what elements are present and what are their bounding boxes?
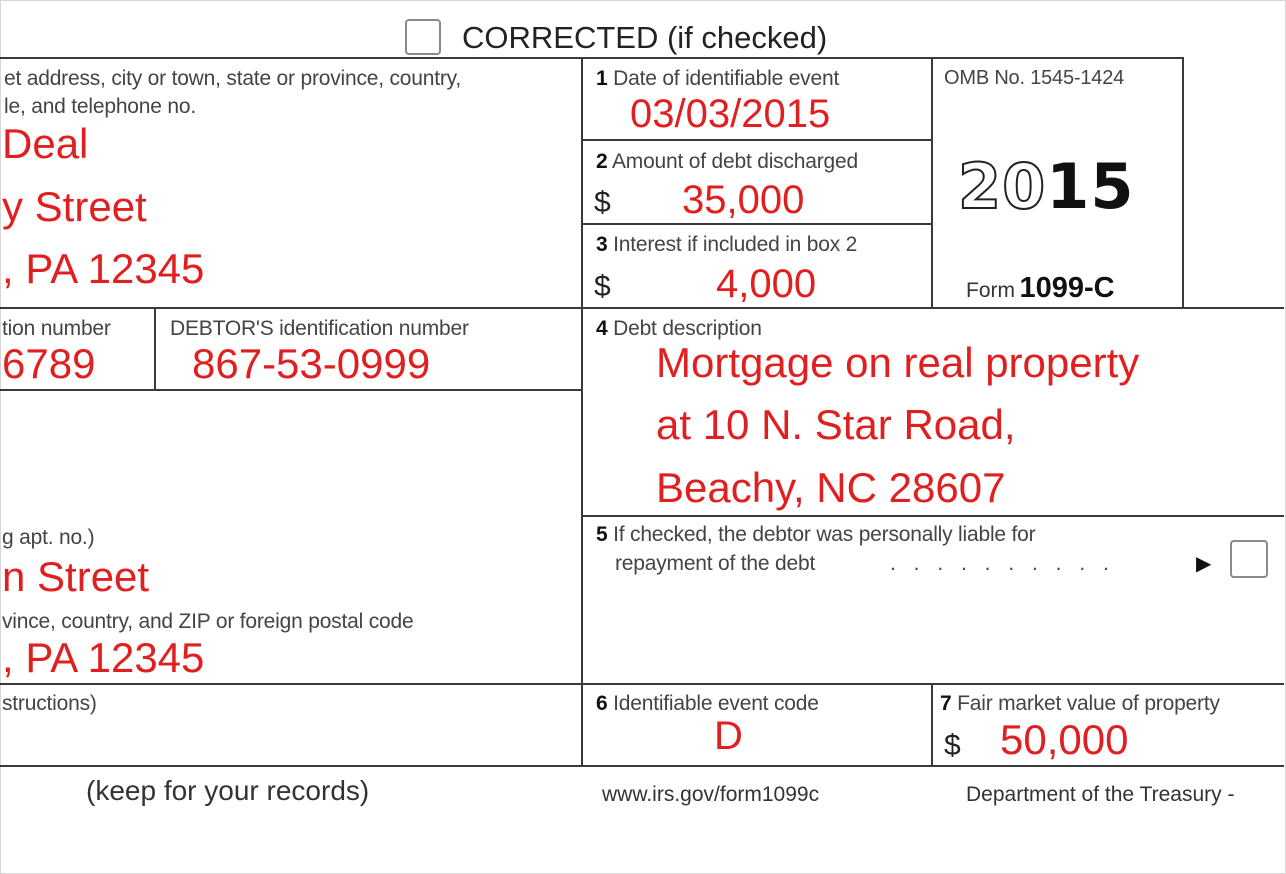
form-number: 1099-C — [1019, 272, 1115, 304]
box7-label — [940, 692, 1220, 716]
rule-col-omb — [931, 57, 933, 308]
creditor-id-label: tion number — [2, 317, 111, 340]
debtor-apt-label: g apt. no.) — [2, 526, 95, 549]
omb-number: OMB No. 1545-1424 — [944, 67, 1125, 89]
box7-number: 7 — [940, 692, 952, 715]
box4-line2: at 10 N. Star Road, — [656, 401, 1016, 448]
creditor-name: Deal — [2, 120, 89, 167]
rule-box2-bottom — [581, 223, 933, 225]
box6-value: D — [714, 714, 743, 758]
corrected-label: CORRECTED (if checked) — [462, 20, 828, 55]
box2-text: Amount of debt discharged — [611, 150, 858, 173]
arrow-right-icon: ▶ — [1196, 553, 1212, 575]
rule-row-bottom — [0, 683, 1284, 685]
box4-label — [596, 317, 762, 341]
rule-col-main — [581, 57, 583, 767]
debtor-city-label: vince, country, and ZIP or foreign postal code — [2, 610, 414, 633]
box2-number: 2 — [596, 150, 608, 173]
creditor-address-label-2: le, and telephone no. — [4, 95, 196, 118]
irs-url: www.irs.gov/form1099c — [602, 783, 820, 806]
box6-number: 6 — [596, 692, 608, 715]
box3-number: 3 — [596, 233, 608, 256]
box5-leader-dots: . . . . . . . . . . — [890, 552, 1115, 575]
box5-label-1 — [596, 523, 1035, 547]
rule-row2-top — [0, 307, 1284, 309]
rule-box4-bottom — [581, 515, 1284, 517]
keep-records-note: (keep for your records) — [86, 775, 370, 806]
box7-value: 50,000 — [1000, 716, 1129, 763]
box2-label — [596, 150, 858, 174]
box2-currency: $ — [594, 186, 611, 219]
box5-label-2: repayment of the debt — [615, 552, 816, 575]
box7-currency: $ — [944, 729, 961, 762]
rule-top — [0, 57, 1184, 59]
box1-text: Date of identifiable event — [613, 67, 840, 90]
tax-year-outline: 20 — [958, 150, 1047, 223]
box5-liable-checkbox[interactable] — [1230, 540, 1268, 578]
form-label: Form — [966, 279, 1015, 302]
rule-ids-bottom — [0, 389, 583, 391]
box7-text: Fair market value of property — [957, 692, 1220, 715]
box2-value: 35,000 — [682, 178, 805, 222]
box4-line3: Beachy, NC 28607 — [656, 464, 1006, 511]
box3-label — [596, 233, 857, 257]
tax-year-solid: 15 — [1046, 150, 1135, 223]
debtor-street: n Street — [2, 553, 150, 600]
creditor-street: y Street — [2, 183, 147, 230]
debtor-id-label: DEBTOR'S identification number — [170, 317, 469, 340]
box1-value: 03/03/2015 — [630, 92, 831, 136]
box3-value: 4,000 — [716, 262, 817, 306]
box1-label — [596, 67, 839, 91]
box6-label — [596, 692, 819, 716]
box4-number: 4 — [596, 317, 608, 340]
box4-text: Debt description — [613, 317, 762, 340]
creditor-city: , PA 12345 — [2, 245, 205, 292]
box5-text: If checked, the debtor was personally liable for — [613, 523, 1036, 546]
box3-currency: $ — [594, 270, 611, 303]
department-label: Department of the Treasury - — [966, 783, 1235, 806]
instructions-label: structions) — [2, 692, 97, 715]
box4-line1: Mortgage on real property — [656, 339, 1140, 386]
box6-text: Identifiable event code — [613, 692, 819, 715]
box3-text: Interest if included in box 2 — [613, 233, 858, 256]
tax-year — [958, 150, 1135, 223]
rule-box1-bottom — [581, 139, 933, 141]
rule-col-omb-right — [1182, 57, 1184, 308]
form-name — [966, 272, 1115, 305]
creditor-address-label-1: et address, city or town, state or province, country, — [4, 67, 462, 90]
rule-col-box7 — [931, 683, 933, 767]
rule-col-ids — [154, 307, 156, 391]
rule-bottom — [0, 765, 1284, 767]
debtor-id-value: 867-53-0999 — [192, 340, 431, 387]
corrected-checkbox[interactable] — [405, 19, 441, 55]
box1-number: 1 — [596, 67, 608, 90]
debtor-city: , PA 12345 — [2, 634, 205, 681]
creditor-id-value: 6789 — [2, 340, 96, 387]
box5-number: 5 — [596, 523, 608, 546]
